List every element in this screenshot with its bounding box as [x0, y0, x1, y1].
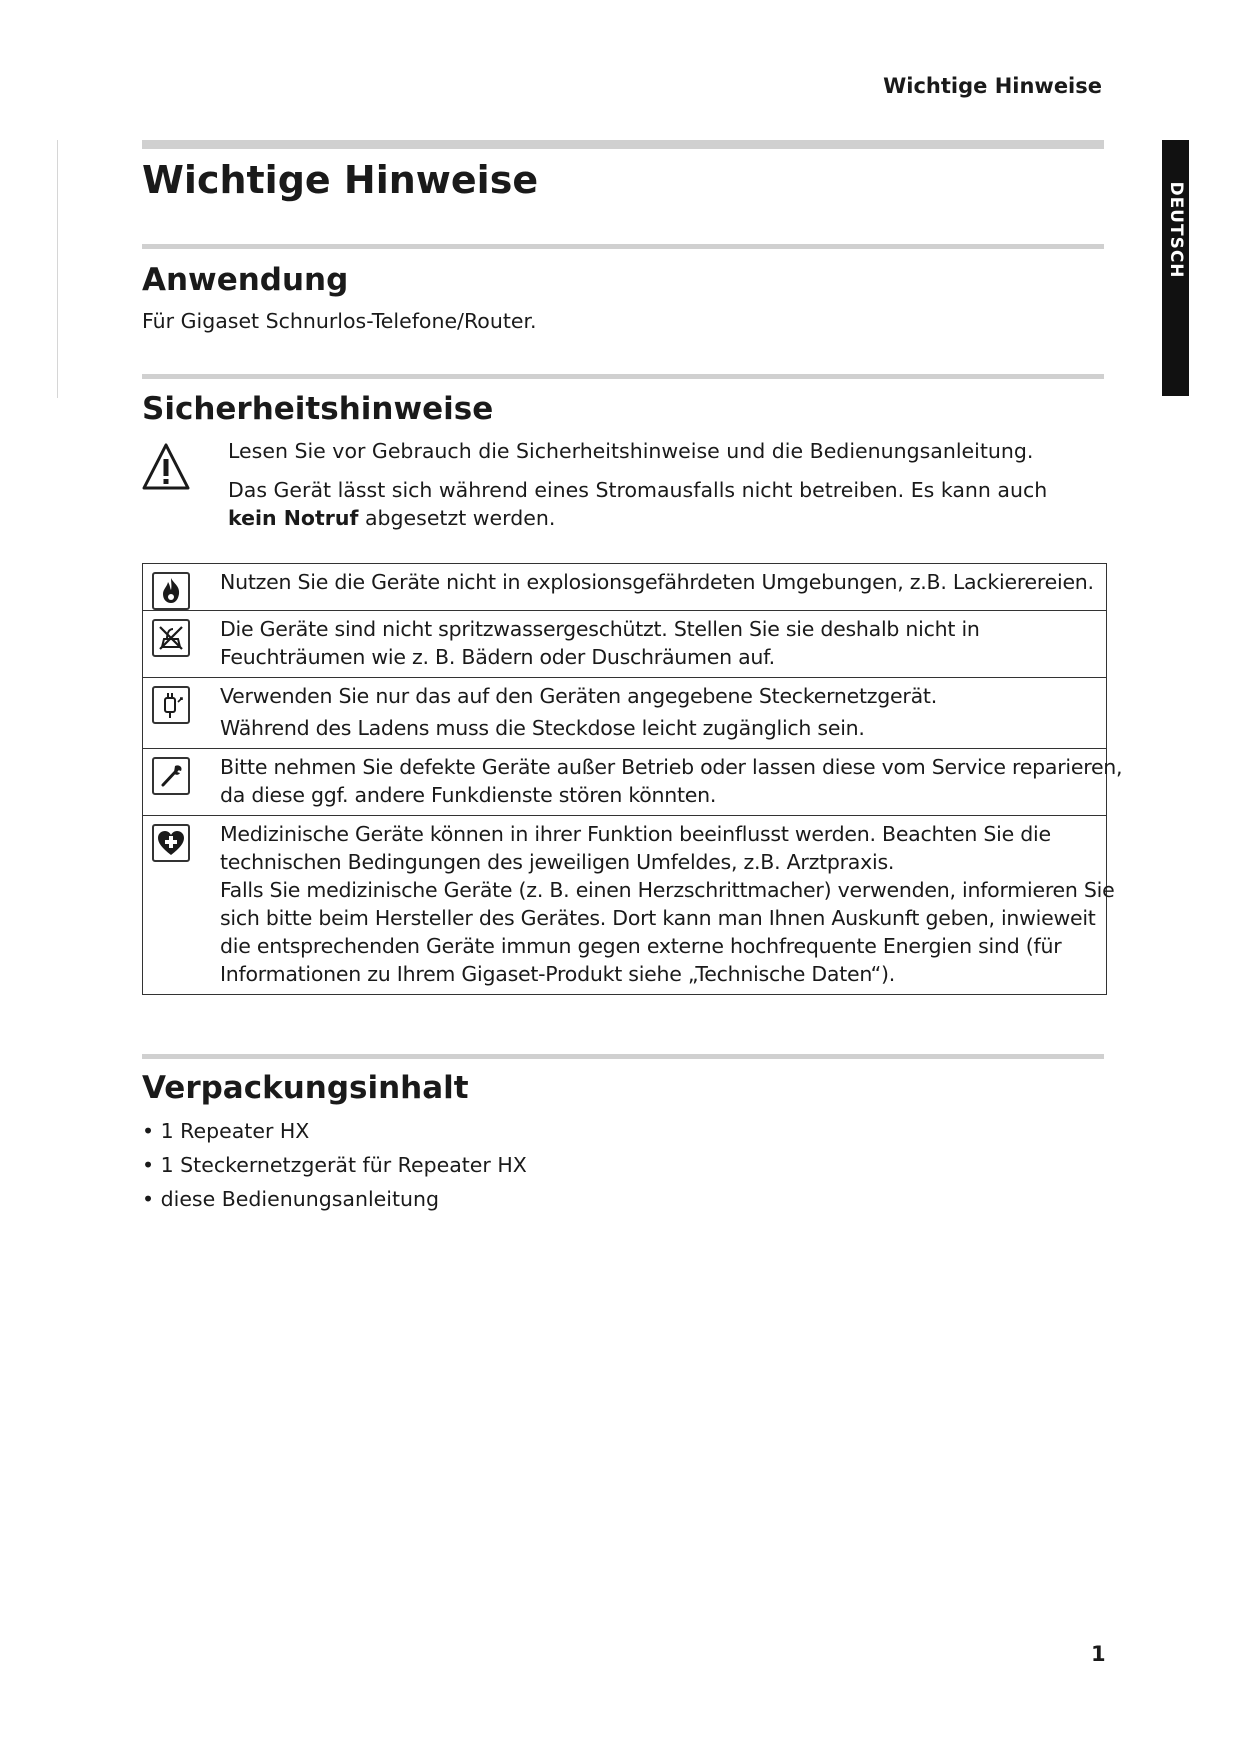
power-outage-line1: Das Gerät lässt sich während eines Stromausfalls nicht betreiben. Es kann auch [228, 478, 1048, 502]
safety-text-line: Nutzen Sie die Geräte nicht in explosionsgefährdeten Umgebungen, z.B. Lackierereien. [220, 570, 1094, 594]
safety-text-line: sich bitte beim Hersteller des Gerätes. Dort kann man Ihnen Auskunft geben, inwieweit [220, 906, 1096, 930]
section-title-anwendung: Anwendung [142, 262, 349, 298]
safety-text-line: Informationen zu Ihrem Gigaset-Produkt siehe „Technische Daten“). [220, 962, 895, 986]
running-header: Wichtige Hinweise [883, 74, 1102, 98]
safety-intro-text: Lesen Sie vor Gebrauch die Sicherheitshinweise und die Bedienungsanleitung. [228, 439, 1034, 463]
power-adapter-icon [152, 686, 190, 724]
safety-text-cell [220, 564, 1107, 611]
safety-text-line: technischen Bedingungen des jeweiligen Umfeldes, z.B. Arztpraxis. [220, 850, 895, 874]
safety-text-line: Bitte nehmen Sie defekte Geräte außer Betrieb oder lassen diese vom Service reparieren, [220, 755, 1123, 779]
section-title-verpackung: Verpackungsinhalt [142, 1070, 469, 1106]
list-item: • 1 Steckernetzgerät für Repeater HX [142, 1148, 527, 1182]
section-divider [142, 374, 1104, 379]
safety-row [143, 611, 1107, 678]
no-water-icon [152, 619, 190, 657]
emergency-call-bold: kein Notruf [228, 506, 359, 530]
safety-text-cell [220, 749, 1123, 816]
safety-icon-cell [143, 749, 221, 816]
safety-row [143, 678, 1107, 749]
wrench-icon [152, 757, 190, 795]
package-contents-list [142, 1114, 527, 1216]
list-item: • diese Bedienungsanleitung [142, 1182, 527, 1216]
safety-text-line: Feuchträumen wie z. B. Bädern oder Duschräumen auf. [220, 645, 775, 669]
page-number: 1 [1091, 1642, 1106, 1666]
anwendung-text: Für Gigaset Schnurlos-Telefone/Router. [142, 309, 537, 333]
warning-triangle-icon [142, 442, 190, 492]
power-outage-text [228, 476, 1047, 532]
safety-text-line: Verwenden Sie nur das auf den Geräten angegebene Steckernetzgerät. [220, 684, 937, 708]
safety-icon-cell [143, 611, 221, 678]
safety-row [143, 564, 1107, 611]
margin-rule [57, 140, 58, 398]
section-title-sicherheit: Sicherheitshinweise [142, 391, 494, 427]
safety-text-line: die entsprechenden Geräte immun gegen externe hochfrequente Energien sind (für [220, 934, 1062, 958]
page-title: Wichtige Hinweise [142, 158, 539, 202]
language-tab-label: DEUTSCH [1165, 181, 1186, 279]
power-outage-rest: abgesetzt werden. [358, 506, 556, 530]
list-item: • 1 Repeater HX [142, 1114, 527, 1148]
safety-text-cell [220, 816, 1115, 995]
safety-text-cell [220, 611, 1107, 678]
safety-text-line: Die Geräte sind nicht spritzwassergeschützt. Stellen Sie sie deshalb nicht in [220, 617, 980, 641]
safety-row [143, 816, 1107, 995]
safety-icon-cell [143, 564, 221, 611]
safety-text-line: da diese ggf. andere Funkdienste stören könnten. [220, 783, 717, 807]
safety-icon-cell [143, 678, 221, 749]
explosion-icon [152, 572, 190, 610]
safety-text-line: Falls Sie medizinische Geräte (z. B. einen Herzschrittmacher) verwenden, informieren Sie [220, 878, 1115, 902]
safety-row [143, 749, 1107, 816]
section-divider [142, 1054, 1104, 1059]
medical-heart-icon [152, 824, 190, 862]
section-divider [142, 244, 1104, 249]
safety-table [142, 563, 1123, 995]
language-tab [1162, 140, 1189, 396]
safety-text-cell [220, 678, 1107, 749]
safety-text-line: Während des Ladens muss die Steckdose leicht zugänglich sein. [220, 716, 865, 740]
safety-text-line: Medizinische Geräte können in ihrer Funktion beeinflusst werden. Beachten Sie die [220, 822, 1051, 846]
safety-icon-cell [143, 816, 221, 995]
title-divider [142, 140, 1104, 149]
